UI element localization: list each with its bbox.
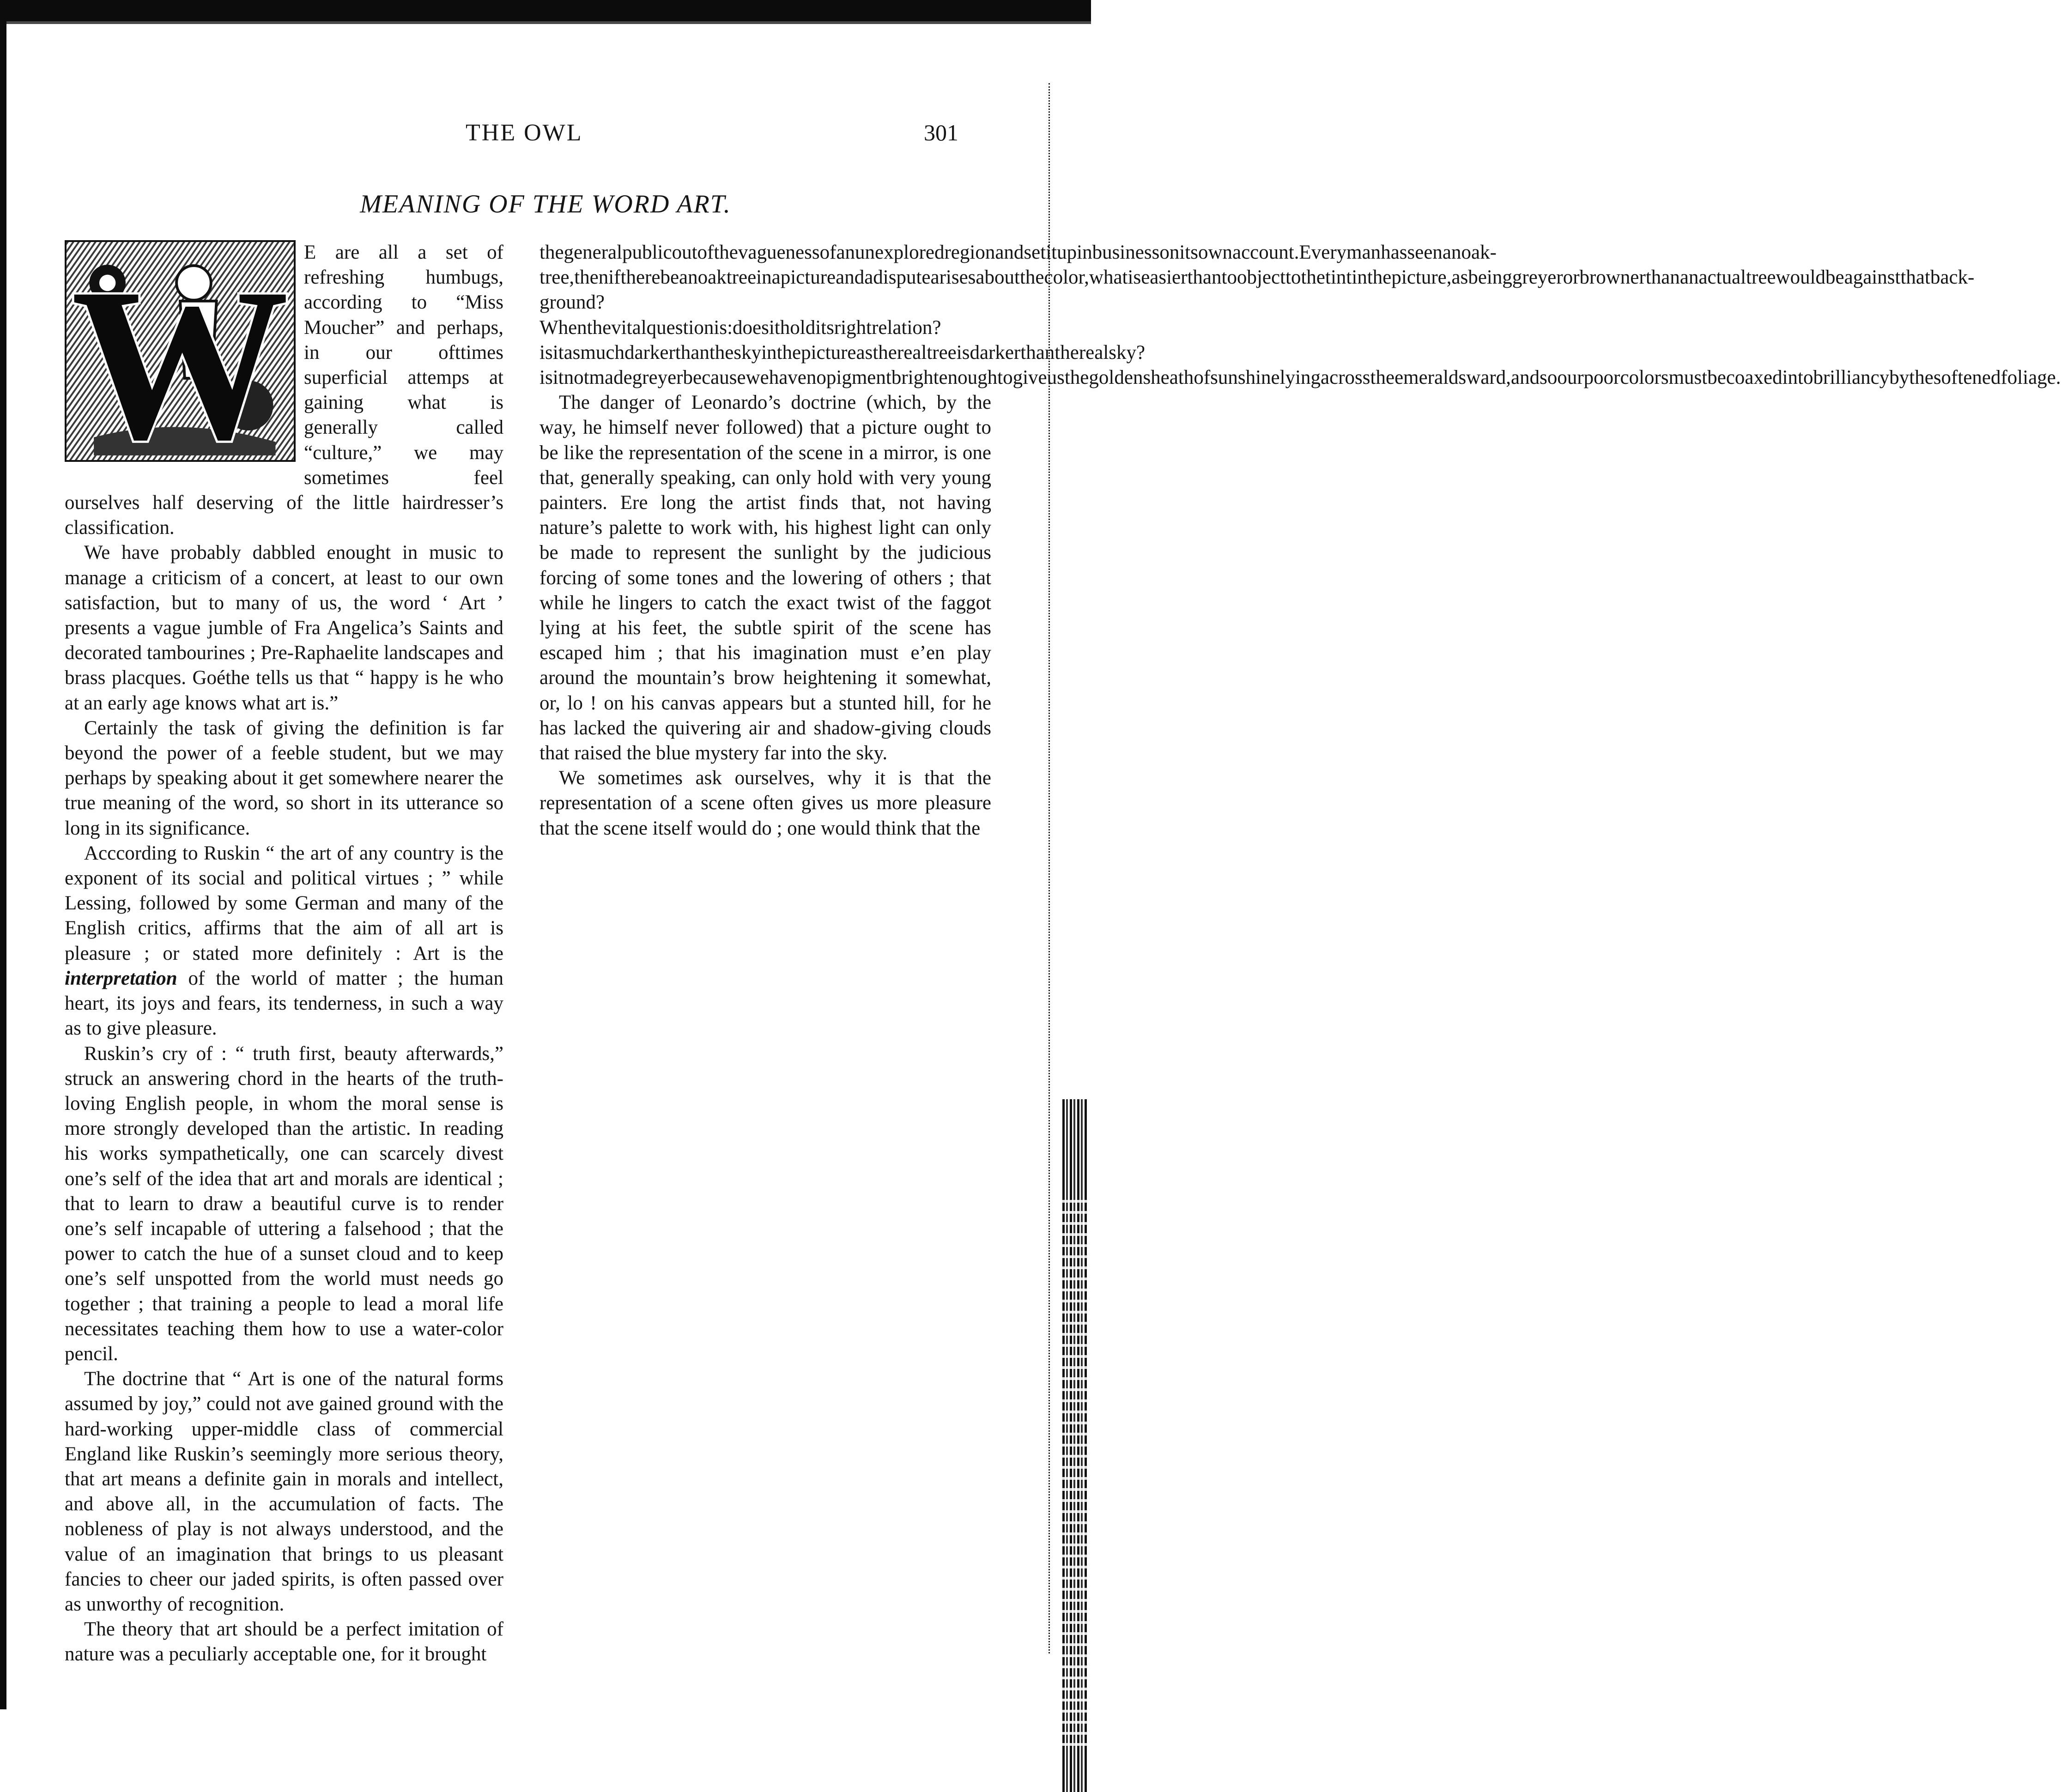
paragraph-text-continued: greyer — [1512, 266, 1563, 289]
paragraph-text-continued: oak — [697, 266, 727, 289]
text-column-left — [65, 240, 503, 1667]
paragraph-text-continued: is — [539, 367, 553, 389]
paragraph-text-continued: the — [709, 341, 734, 363]
paragraph-text-continued: does — [733, 316, 769, 339]
paragraph-text-continued: foliage. — [2000, 367, 2061, 389]
paragraph-text-continued: sky — [1109, 341, 1137, 363]
paragraph-text-continued: and — [836, 266, 865, 289]
paragraph-text-continued: the — [1055, 341, 1079, 363]
paragraph-text-continued: unexplored — [855, 242, 945, 263]
paragraph-text-continued: tree — [927, 341, 957, 363]
paragraph-text-continued: and — [1511, 367, 1540, 389]
paragraph-text-continued: poor — [1583, 367, 1620, 389]
paragraph-text-continued: vagueness — [738, 242, 820, 263]
paragraph-text-continued: an — [1442, 242, 1461, 263]
paragraph-text-continued: question — [646, 316, 714, 339]
paragraph-text-continued: across — [1321, 367, 1370, 389]
paragraph-text-continued: its — [815, 316, 834, 339]
paragraph-text-continued: coaxed — [1726, 367, 1782, 389]
paragraph-text-continued: ? — [1136, 341, 1146, 363]
paragraph-text-continued: is — [1127, 266, 1141, 289]
paragraph-text-continued: dispute — [873, 266, 931, 289]
paragraph-text-continued: When — [539, 316, 587, 339]
paragraph-text-continued: be — [1825, 266, 1844, 289]
paragraph-text-continued: to — [997, 367, 1013, 389]
paragraph-text-continued: because — [683, 367, 746, 389]
paragraph-text-continued: about — [976, 266, 1020, 289]
paragraph-text: The theory that art should be a perfect imitation of nature was a peculiarly acceptable one, for it brought — [65, 1618, 503, 1665]
paragraph-text-continued: arises — [930, 266, 976, 289]
paragraph-text-continued: made — [589, 367, 632, 389]
paragraph-text-continued: than — [1020, 341, 1055, 363]
page-edge-noise — [1045, 83, 1091, 1709]
page-number: 301 — [924, 120, 958, 145]
paragraph-text-continued: in — [1077, 242, 1092, 263]
paragraph-text: Acccording to Ruskin “ the art of any country is the exponent of its social and political virtues ; ” while Lessing, followed by some German and many of the English critics, affirms that the aim of all art is pleasure ; or stated more definitely : Art is the — [65, 842, 503, 964]
paragraph-text: of the world of matter ; the human heart, its joys and fears, its tenderness, in such a way as to give pleasure. — [65, 967, 503, 1040]
paragraph-text-continued: man — [1346, 242, 1381, 263]
paragraph-text-continued: in — [761, 341, 777, 363]
article-title: MEANING OF THE WORD ART. — [360, 190, 731, 218]
paragraph-text-continued: against — [1844, 266, 1901, 289]
paragraph-text-continued: picture, — [1391, 266, 1452, 289]
paragraph-text-continued: real — [1079, 341, 1109, 363]
paragraph-text-continued: seen — [1407, 242, 1443, 263]
paragraph-text-continued: colors — [1620, 367, 1669, 389]
paragraph-text-continued: to — [1221, 266, 1237, 289]
paragraph-text-continued: what — [1089, 266, 1128, 289]
paragraph-text-continued: into — [1782, 367, 1813, 389]
paragraph-text-continued: account. — [1232, 242, 1299, 263]
paragraph-text-continued: it — [552, 367, 564, 389]
article-paragraph — [65, 540, 503, 715]
paragraph-text-continued: an — [836, 242, 855, 263]
paragraph-text-continued: general — [564, 242, 623, 263]
paragraph-text-continued: on — [1159, 242, 1180, 263]
paragraph-text-continued: up — [1057, 242, 1077, 263]
paragraph-text-continued: ? — [595, 291, 605, 314]
paragraph-text-continued: actual — [1698, 266, 1746, 289]
paragraph-text-continued: the — [1909, 367, 1934, 389]
drop-cap-letter: W — [71, 243, 289, 485]
decorated-initial-art — [67, 242, 294, 485]
paragraph-text-continued: than — [1645, 266, 1680, 289]
paragraph-text-continued: so — [1540, 367, 1558, 389]
paragraph-text-continued: if — [608, 266, 621, 289]
paragraph-text-continued: Every — [1299, 242, 1347, 263]
paragraph-text-continued: right — [834, 316, 872, 339]
paragraph-text-continued: of — [1194, 367, 1211, 389]
journal-title: THE OWL — [466, 120, 583, 146]
paragraph-text-continued: our — [1557, 367, 1584, 389]
top-border-shadow — [0, 21, 1091, 24]
paragraph-text-continued: tree — [1746, 266, 1776, 289]
paragraph-text-continued: than — [675, 341, 709, 363]
paragraph-text-continued: much — [580, 341, 624, 363]
paragraph-text-continued: a — [864, 266, 873, 289]
paragraph-text-continued: no — [806, 367, 826, 389]
paragraph-text-continued: it — [769, 316, 780, 339]
edge-dots — [1049, 83, 1055, 1653]
paragraph-text-continued: and — [995, 242, 1024, 263]
paragraph-text-continued: darker — [970, 341, 1021, 363]
article-paragraph — [65, 841, 503, 1041]
paragraph-text-continued: has — [1381, 242, 1407, 263]
paragraph-text-continued: greyer — [632, 367, 683, 389]
paragraph-text-continued: the — [714, 242, 738, 263]
paragraph-text-continued: oak-tree, — [539, 242, 1497, 289]
paragraph-text-continued: is — [956, 341, 970, 363]
paragraph-text-continued: the — [873, 341, 897, 363]
paragraph-text-continued: as — [856, 341, 873, 363]
paragraph-text: Certainly the task of giving the definition is far beyond the power of a feeble student, but we may perhaps by speaking about it get somewhere nearer the true meaning of the word, so short in its utterance so long in its significance. — [65, 717, 503, 839]
paragraph-text-continued: browner — [1579, 266, 1646, 289]
paragraph-text-continued: to — [1285, 266, 1301, 289]
paragraph-text-continued: picture — [780, 266, 836, 289]
paragraph-text: The doctrine that “ Art is one of the natural forms assumed by joy,” could not ave gained ground with the hard-working upper-middle class of commercial England like Ruskin’s seemingly more serious theory, that art means a definite gain in morals and intellect, and above all, in the accumulation of facts. The nobleness of play is not always understood, and the value of an imagination that brings to us pleasant fancies to cheer our jaded spirits, is often passed over as unworthy of recognition. — [65, 1368, 503, 1615]
paragraph-text-continued: is — [539, 341, 553, 363]
paragraph-text-continued: a — [771, 266, 781, 289]
paragraph-text-continued: give — [1012, 367, 1047, 389]
emphasis-text: interpretation — [65, 967, 177, 989]
paragraph-text: Ruskin’s cry of : “ truth first, beauty afterwards,” struck an answering chord in the hearts of the truth-loving English people, in whom the moral sense is more strongly developed than the artistic. In reading his works sympathetically, one can scarcely divest one’s self of the idea that art and morals are identical ; that to learn to draw a beautiful curve is to render one’s self incapable of uttering a falsehood ; that the power to catch the hue of a sunset cloud and to keep one’s self unspotted from the world must needs go together ; that training a people to lead a moral life necessitates teaching them how to use a water-color pencil. — [65, 1042, 503, 1365]
article-paragraph — [65, 716, 503, 841]
paragraph-text-continued: the — [1019, 266, 1044, 289]
paragraph-text-continued: is — [714, 316, 727, 339]
paragraph-text-continued: sunshine — [1210, 367, 1280, 389]
paragraph-text-continued: we — [746, 367, 769, 389]
paragraph-text-continued: of — [819, 242, 837, 263]
article-paragraph — [65, 1617, 503, 1667]
paragraph-text-continued: picture — [801, 341, 856, 363]
paragraph-text-continued: then — [574, 266, 609, 289]
paragraph-text-continued: real — [897, 341, 927, 363]
paragraph-text-continued: golden — [1089, 367, 1143, 389]
decorated-initial — [65, 240, 296, 485]
paragraph-text: We sometimes ask ourselves, why it is that the representation of a scene often gives us more pleasure that the scene itself would do ; one would think that the — [539, 767, 991, 839]
paragraph-text-continued: it — [1046, 242, 1057, 263]
paragraph-text-continued: the — [1367, 266, 1392, 289]
paragraph-text-continued: its — [1179, 242, 1198, 263]
paragraph-text-continued: there — [620, 266, 661, 289]
paragraph-text-continued: sky — [733, 341, 762, 363]
paragraph-text-continued: object — [1237, 266, 1286, 289]
paragraph-text-continued: not — [564, 367, 589, 389]
paragraph-text-continued: an — [1679, 266, 1699, 289]
paragraph-text-continued: the — [1370, 367, 1395, 389]
paragraph-text-continued: as — [564, 341, 581, 363]
paragraph-text-continued: in — [756, 266, 772, 289]
paragraph-text: The danger of Leonardo’s doctrine (which, by the way, he himself never followed) that a picture ought to be like the representation of the scene in a mirror, is one that, generally speaking, can only hold with very young painters. Ere long the artist finds that, not having nature’s palette to work with, his highest light can only be made to represent the sunlight by the judicious forcing of some tones and the lowering of others ; that while he lingers to catch the exact twist of the faggot lying at his feet, the subtle spirit of the scene has escaped him ; that his imagination must e’en play around the mountain’s brow heightening it somewhat, or, lo ! on his canvas appears but a stunted hill, for he has lacked the quivering air and shadow-giving clouds that raised the blue mystery far into the sky. — [539, 392, 991, 764]
paragraph-text-continued: back-ground — [539, 266, 1975, 314]
article-paragraph — [65, 1367, 503, 1617]
paragraph-text-continued: sward, — [1458, 367, 1511, 389]
paragraph-text-continued: an — [679, 266, 698, 289]
paragraph-text-continued: us — [1047, 367, 1065, 389]
article-paragraph — [539, 766, 991, 841]
paragraph-text-continued: be — [1707, 367, 1726, 389]
paragraph-text-continued: region — [944, 242, 995, 263]
paragraph-text-continued: enough — [939, 367, 998, 389]
paragraph-text-continued: the — [776, 341, 801, 363]
edge-binding-gaps — [1058, 1192, 1090, 1746]
paragraph-text-continued: business — [1092, 242, 1160, 263]
paragraph-text-continued: tree — [726, 266, 757, 289]
article-paragraph — [539, 390, 991, 766]
article-paragraph-continued — [539, 240, 2061, 390]
paragraph-text-continued: sheath — [1143, 367, 1194, 389]
text-column-right — [539, 240, 2061, 841]
paragraph-text-continued: the — [1064, 367, 1089, 389]
paragraph-text-continued: : — [727, 316, 733, 339]
paragraph-text-continued: by — [1889, 367, 1909, 389]
article-paragraph — [65, 1041, 503, 1367]
paragraph-text-continued: would — [1776, 266, 1826, 289]
paragraph-text-continued: bright — [891, 367, 939, 389]
paragraph-text-continued: color, — [1044, 266, 1089, 289]
paragraph-text-continued: of — [697, 242, 714, 263]
paragraph-text-continued: hold — [780, 316, 816, 339]
paragraph-text-continued: pigment — [826, 367, 891, 389]
paragraph-text-continued: lying — [1279, 367, 1321, 389]
paragraph-text-continued: tint — [1325, 266, 1352, 289]
paragraph-text-continued: have — [769, 367, 806, 389]
paragraph-text: E are all a set of refreshing humbugs, according to “Miss Moucher” and perhaps, in our ofttimes superficial attemps at gaining what is generally called “culture,” we may sometimes feel ourselves half deserving of the little hairdresser’s classification. — [65, 242, 503, 539]
paragraph-text-continued: emerald — [1394, 367, 1459, 389]
top-border-rule — [0, 0, 1091, 21]
paragraph-text-continued: in — [1352, 266, 1367, 289]
paragraph-text-continued: relation — [872, 316, 933, 339]
paragraph-text-continued: set — [1024, 242, 1046, 263]
paragraph-text-continued: the — [587, 316, 612, 339]
paragraph-text-continued: ? — [932, 316, 941, 339]
paragraph-text-continued: own — [1198, 242, 1233, 263]
paragraph-text-continued: the — [1301, 266, 1326, 289]
paragraph-text-continued: brilliancy — [1813, 367, 1890, 389]
left-border-rule — [0, 0, 6, 1709]
paragraph-text-continued: be — [660, 266, 679, 289]
paragraph-text-continued: the — [539, 242, 564, 263]
paragraph-text-continued: out — [672, 242, 697, 263]
paragraph-text-continued: it — [552, 341, 564, 363]
paragraph-text-continued: darker — [624, 341, 675, 363]
paragraph-text-continued: as — [1451, 266, 1468, 289]
paragraph-text: We have probably dabbled enought in music to manage a criticism of a concert, at least to our own satisfaction, but to many of us, the word ‘ Art ’ presents a vague jumble of Fra Angelica’s Saints and decorated tambourines ; Pre-Raphaelite landscapes and brass placques. Goéthe tells us that “ happy is he who at an early age knows what art is.” — [65, 542, 503, 714]
paragraph-text-continued: softened — [1933, 367, 2001, 389]
paragraph-text-continued: than — [1187, 266, 1222, 289]
paragraph-text-continued: easier — [1141, 266, 1188, 289]
paragraph-text-continued: or — [1563, 266, 1580, 289]
paragraph-text-continued: public — [622, 242, 672, 263]
paragraph-text-continued: being — [1468, 266, 1512, 289]
paragraph-text-continued: must — [1668, 367, 1708, 389]
paragraph-text-continued: that — [1900, 266, 1930, 289]
running-head — [0, 119, 1091, 151]
paragraph-text-continued: vital — [611, 316, 647, 339]
